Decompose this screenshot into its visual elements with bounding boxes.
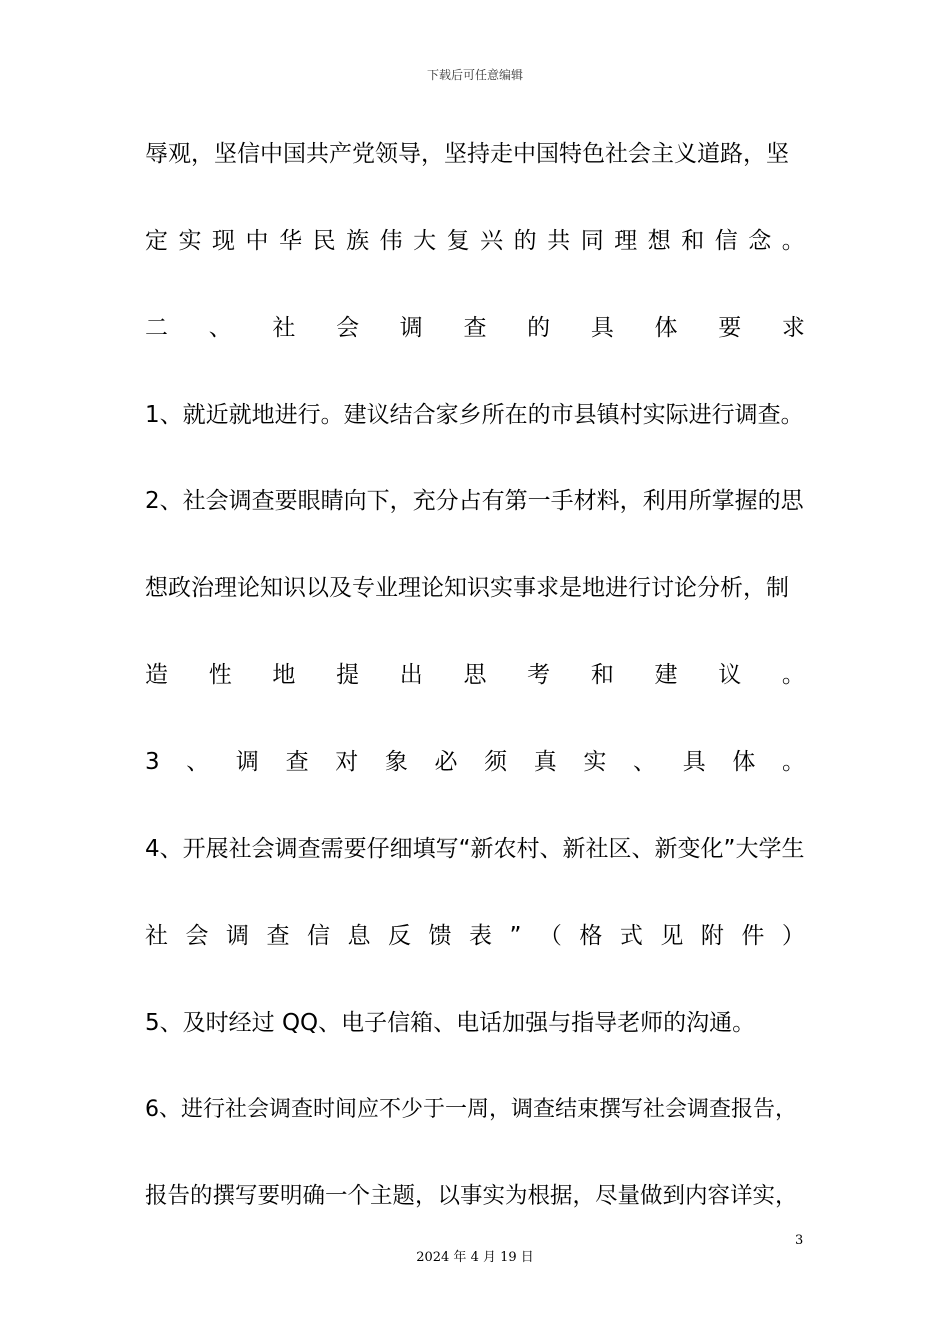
body-line-8: 3 、 调 查 对 象 必 须 真 实 、 具 体 。	[145, 749, 805, 775]
body-line-12: 6、进行社会调查时间应不少于一周，调查结束撰写社会调查报告，	[145, 1097, 797, 1122]
body-line-13: 报告的撰写要明确一个主题，以事实为根据，尽量做到内容详实，	[145, 1183, 798, 1209]
body-line-6: 想政治理论知识以及专业理论知识实事求是地进行讨论分析，制	[145, 575, 789, 601]
body-line-1: 辱观，坚信中国共产党领导，坚持走中国特色社会主义道路，坚	[145, 141, 789, 167]
body-line-7: 造 性 地 提 出 思 考 和 建 议 。	[145, 662, 805, 688]
body-line-9: 4、开展社会调查需要仔细填写“新农村、新社区、新变化”大学生	[145, 836, 805, 862]
page-header: 下载后可任意编辑	[426, 68, 523, 82]
body-line-4: 1、就近就地进行。建议结合家乡所在的市县镇村实际进行调查。	[145, 402, 804, 428]
body-line-5: 2、社会调查要眼睛向下，充分占有第一手材料，利用所掌握的思	[145, 488, 804, 514]
section-heading: 二 、 社 会 调 查 的 具 体 要 求	[145, 315, 805, 341]
page-footer-date: 2024 年 4 月 19 日	[416, 1250, 534, 1265]
body-line-10: 社 会 调 查 信 息 反 馈 表 ” （ 格 式 见 附 件 ）	[145, 923, 805, 949]
body-line-2: 定 实 现 中 华 民 族 伟 大 复 兴 的 共 同 理 想 和 信 念 。	[145, 228, 805, 254]
body-line-11: 5、及时经过 QQ、电子信箱、电话加强与指导老师的沟通。	[145, 1010, 756, 1036]
page-number: 3	[795, 1233, 804, 1248]
